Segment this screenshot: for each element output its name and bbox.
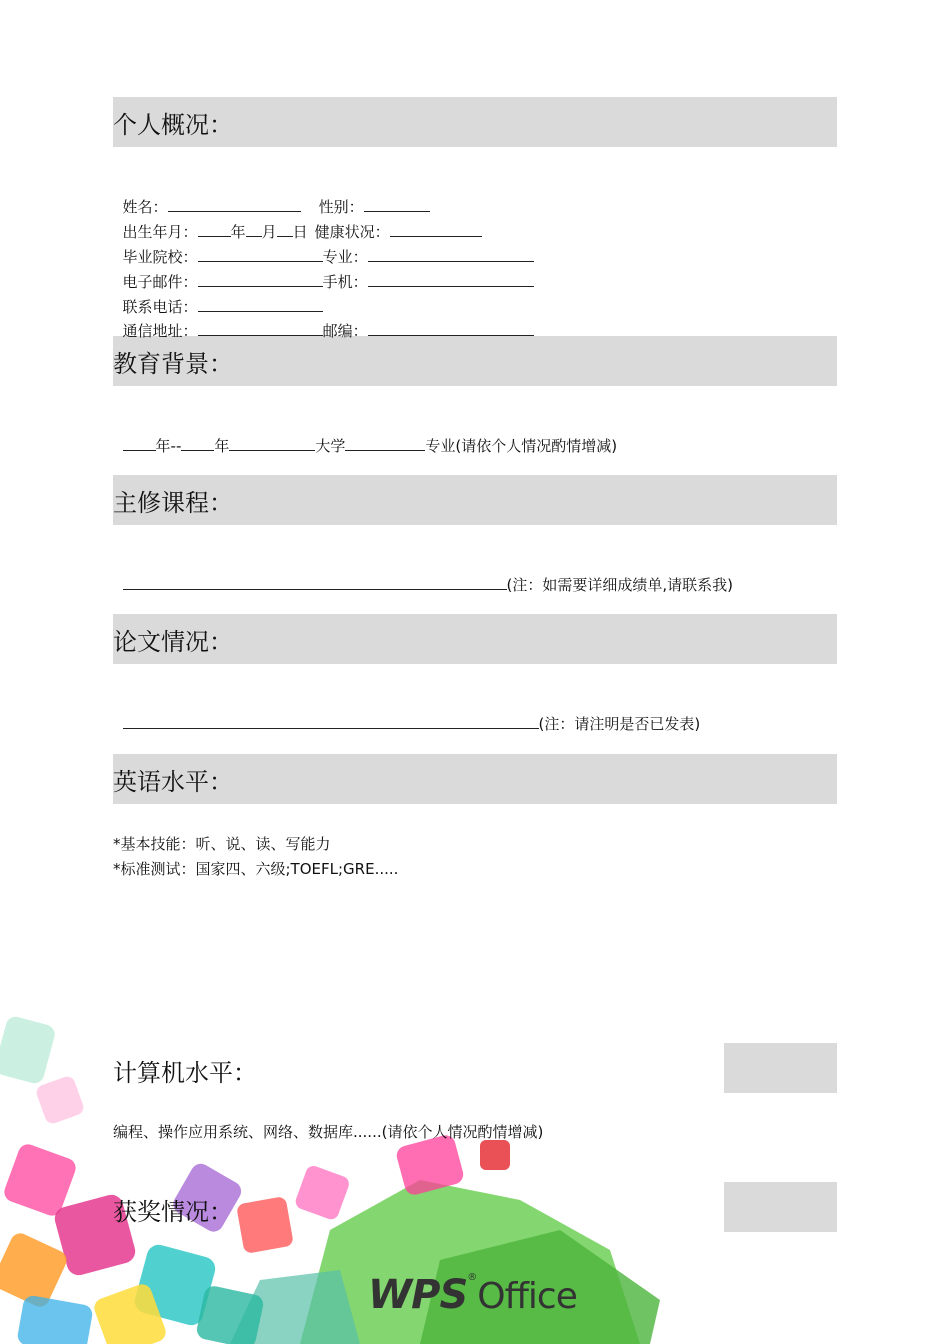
section-bar-personal (113, 97, 837, 147)
logo-brand: WPS (368, 1272, 468, 1318)
section-title-computer: 计算机水平： (113, 1059, 257, 1087)
month-label: 月 (261, 223, 277, 241)
birth-label: 出生年月： (122, 223, 198, 241)
logo-product: Office (477, 1276, 577, 1317)
section-box-awards (724, 1182, 837, 1232)
section-title-education: 教育背景： (113, 349, 233, 378)
section-bar-thesis (113, 614, 837, 664)
section-title-personal: 个人概况： (113, 110, 233, 139)
courses-note: (注：如需要详细成绩单,请联系我) (506, 576, 734, 594)
gender-label: 性别： (318, 198, 364, 216)
postcode-field[interactable] (368, 321, 534, 336)
section-title-thesis: 论文情况： (113, 627, 233, 656)
postcode-label: 邮编： (322, 322, 368, 340)
section-title-courses: 主修课程： (113, 488, 233, 517)
edu-major-field[interactable] (345, 436, 425, 451)
major-label: 专业： (322, 248, 368, 266)
thesis-note: (注：请注明是否已发表) (538, 715, 701, 733)
edu-start-field[interactable] (123, 436, 156, 451)
computer-line: 编程、操作应用系统、网络、数据库......(请依个人情况酌情增减) (113, 1123, 544, 1141)
thesis-field[interactable] (123, 714, 539, 729)
section-title-english: 英语水平： (113, 767, 233, 796)
english-line-2: *标准测试：国家四、六级;TOEFL;GRE..... (113, 860, 399, 878)
day-label: 日 (292, 223, 308, 241)
edu-major-note: 专业(请依个人情况酌情增减) (425, 437, 618, 455)
university-label: 大学 (315, 437, 346, 455)
edu-end-field[interactable] (181, 436, 214, 451)
section-box-computer (724, 1043, 837, 1093)
section-bar-english (113, 754, 837, 804)
edu-year2-label: 年 (214, 437, 230, 455)
university-field[interactable] (229, 436, 315, 451)
health-label: 健康状况： (314, 223, 390, 241)
email-label: 电子邮件： (122, 273, 198, 291)
address-label: 通信地址： (122, 322, 198, 340)
courses-line (113, 555, 733, 595)
phone-label: 联系电话： (122, 298, 198, 316)
address-postcode-line (113, 301, 534, 341)
courses-field[interactable] (123, 575, 507, 590)
thesis-line (113, 694, 700, 734)
section-bar-courses (113, 475, 837, 525)
wps-office-logo (368, 1272, 577, 1318)
edu-year1-label: 年-- (155, 437, 182, 455)
year-label: 年 (230, 223, 246, 241)
address-field[interactable] (198, 321, 323, 336)
section-title-awards: 获奖情况： (113, 1198, 233, 1226)
section-bar-education (113, 336, 837, 386)
english-line-1: *基本技能：听、说、读、写能力 (113, 835, 331, 853)
mobile-field[interactable] (368, 272, 534, 287)
education-line (113, 416, 617, 456)
school-label: 毕业院校： (122, 248, 198, 266)
mobile-label: 手机： (322, 273, 368, 291)
logo-reg: ® (467, 1272, 478, 1283)
name-label: 姓名： (122, 198, 168, 216)
